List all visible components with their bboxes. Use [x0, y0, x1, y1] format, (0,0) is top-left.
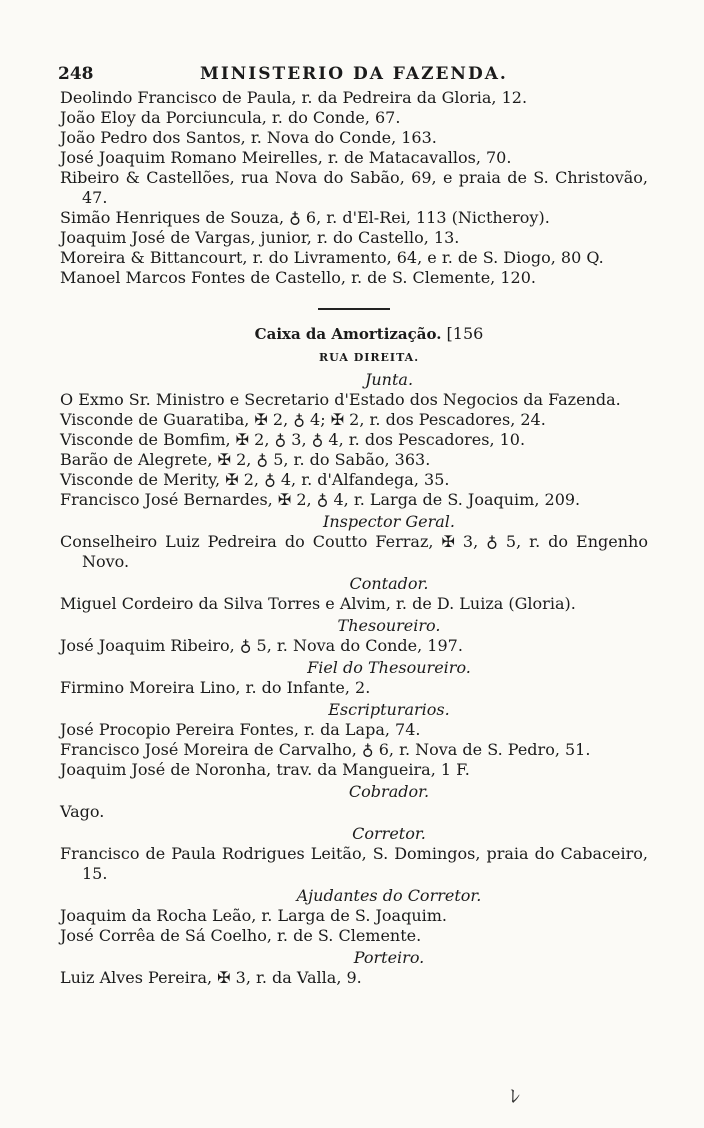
list-item: Francisco de Paula Rodrigues Leitão, S. Domingos, praia do Cabaceiro, 15.	[60, 844, 648, 883]
list-item: José Procopio Pereira Fontes, r. da Lapa, 74.	[60, 720, 421, 739]
section-number: [156	[446, 324, 484, 343]
section-title	[60, 324, 648, 344]
section-street: RUA DIREITA.	[318, 351, 420, 364]
role-heading-junta: Junta.	[364, 370, 414, 389]
list-item: Manoel Marcos Fontes de Castello, r. de S. Clemente, 120.	[60, 268, 536, 287]
pencil-mark-icon: ﾚ	[510, 1084, 520, 1108]
page-body	[60, 88, 648, 988]
list-item: Conselheiro Luiz Pedreira do Coutto Ferraz, ✠ 3, ♁ 5, r. do Engenho Novo.	[60, 532, 648, 571]
list-item: Miguel Cordeiro da Silva Torres e Alvim, r. de D. Luiza (Gloria).	[60, 594, 576, 613]
section-title-text: Caixa da Amortização.	[254, 325, 442, 343]
list-item: Joaquim José de Noronha, trav. da Mangueira, 1 F.	[60, 760, 470, 779]
role-heading-inspector: Inspector Geral.	[323, 512, 455, 531]
list-item: Visconde de Merity, ✠ 2, ♁ 4, r. d'Alfandega, 35.	[60, 470, 450, 489]
role-heading-cobrador: Cobrador.	[348, 782, 430, 801]
role-heading-ajudantes: Ajudantes do Corretor.	[296, 886, 482, 905]
list-item: Deolindo Francisco de Paula, r. da Pedreira da Gloria, 12.	[60, 88, 528, 107]
role-heading-fiel: Fiel do Thesoureiro.	[307, 658, 471, 677]
list-item: O Exmo Sr. Ministro e Secretario d'Estado dos Negocios da Fazenda.	[60, 390, 621, 409]
role-heading-porteiro: Porteiro.	[353, 948, 425, 967]
list-item: José Joaquim Ribeiro, ♁ 5, r. Nova do Conde, 197.	[60, 636, 463, 655]
list-item: Joaquim José de Vargas, junior, r. do Castello, 13.	[60, 228, 460, 247]
list-item: Ribeiro & Castellões, rua Nova do Sabão, 69, e praia de S. Christovão, 47.	[60, 168, 648, 207]
list-item: Joaquim da Rocha Leão, r. Larga de S. Joaquim.	[60, 906, 447, 925]
list-item: Luiz Alves Pereira, ✠ 3, r. da Valla, 9.	[60, 968, 362, 987]
section-divider	[318, 308, 390, 310]
list-item: Vago.	[60, 802, 105, 821]
role-heading-corretor: Corretor.	[352, 824, 426, 843]
list-item: Moreira & Bittancourt, r. do Livramento, 64, e r. de S. Diogo, 80 Q.	[60, 248, 604, 267]
list-item: Visconde de Bomfim, ✠ 2, ♁ 3, ♁ 4, r. dos Pescadores, 10.	[60, 430, 526, 449]
list-item: Simão Henriques de Souza, ♁ 6, r. d'El-Rei, 113 (Nictheroy).	[60, 208, 550, 227]
list-item: José Corrêa de Sá Coelho, r. de S. Clemente.	[60, 926, 422, 945]
list-item: José Joaquim Romano Meirelles, r. de Matacavallos, 70.	[60, 148, 512, 167]
list-item: João Eloy da Porciuncula, r. do Conde, 67.	[60, 108, 401, 127]
role-heading-escripturarios: Escripturarios.	[328, 700, 450, 719]
list-item: Visconde de Guaratiba, ✠ 2, ♁ 4; ✠ 2, r. dos Pescadores, 24.	[60, 410, 546, 429]
list-item: João Pedro dos Santos, r. Nova do Conde, 163.	[60, 128, 437, 147]
list-item: Firmino Moreira Lino, r. do Infante, 2.	[60, 678, 371, 697]
top-entries	[60, 88, 648, 288]
role-heading-contador: Contador.	[349, 574, 429, 593]
page-header	[58, 64, 658, 86]
list-item: Barão de Alegrete, ✠ 2, ♁ 5, r. do Sabão, 363.	[60, 450, 431, 469]
list-item: Francisco José Moreira de Carvalho, ♁ 6, r. Nova de S. Pedro, 51.	[60, 740, 591, 759]
running-title: MINISTERIO DA FAZENDA.	[200, 64, 508, 84]
list-item: Francisco José Bernardes, ✠ 2, ♁ 4, r. Larga de S. Joaquim, 209.	[60, 490, 581, 509]
role-heading-thesoureiro: Thesoureiro.	[337, 616, 441, 635]
page-number: 248	[58, 64, 94, 84]
